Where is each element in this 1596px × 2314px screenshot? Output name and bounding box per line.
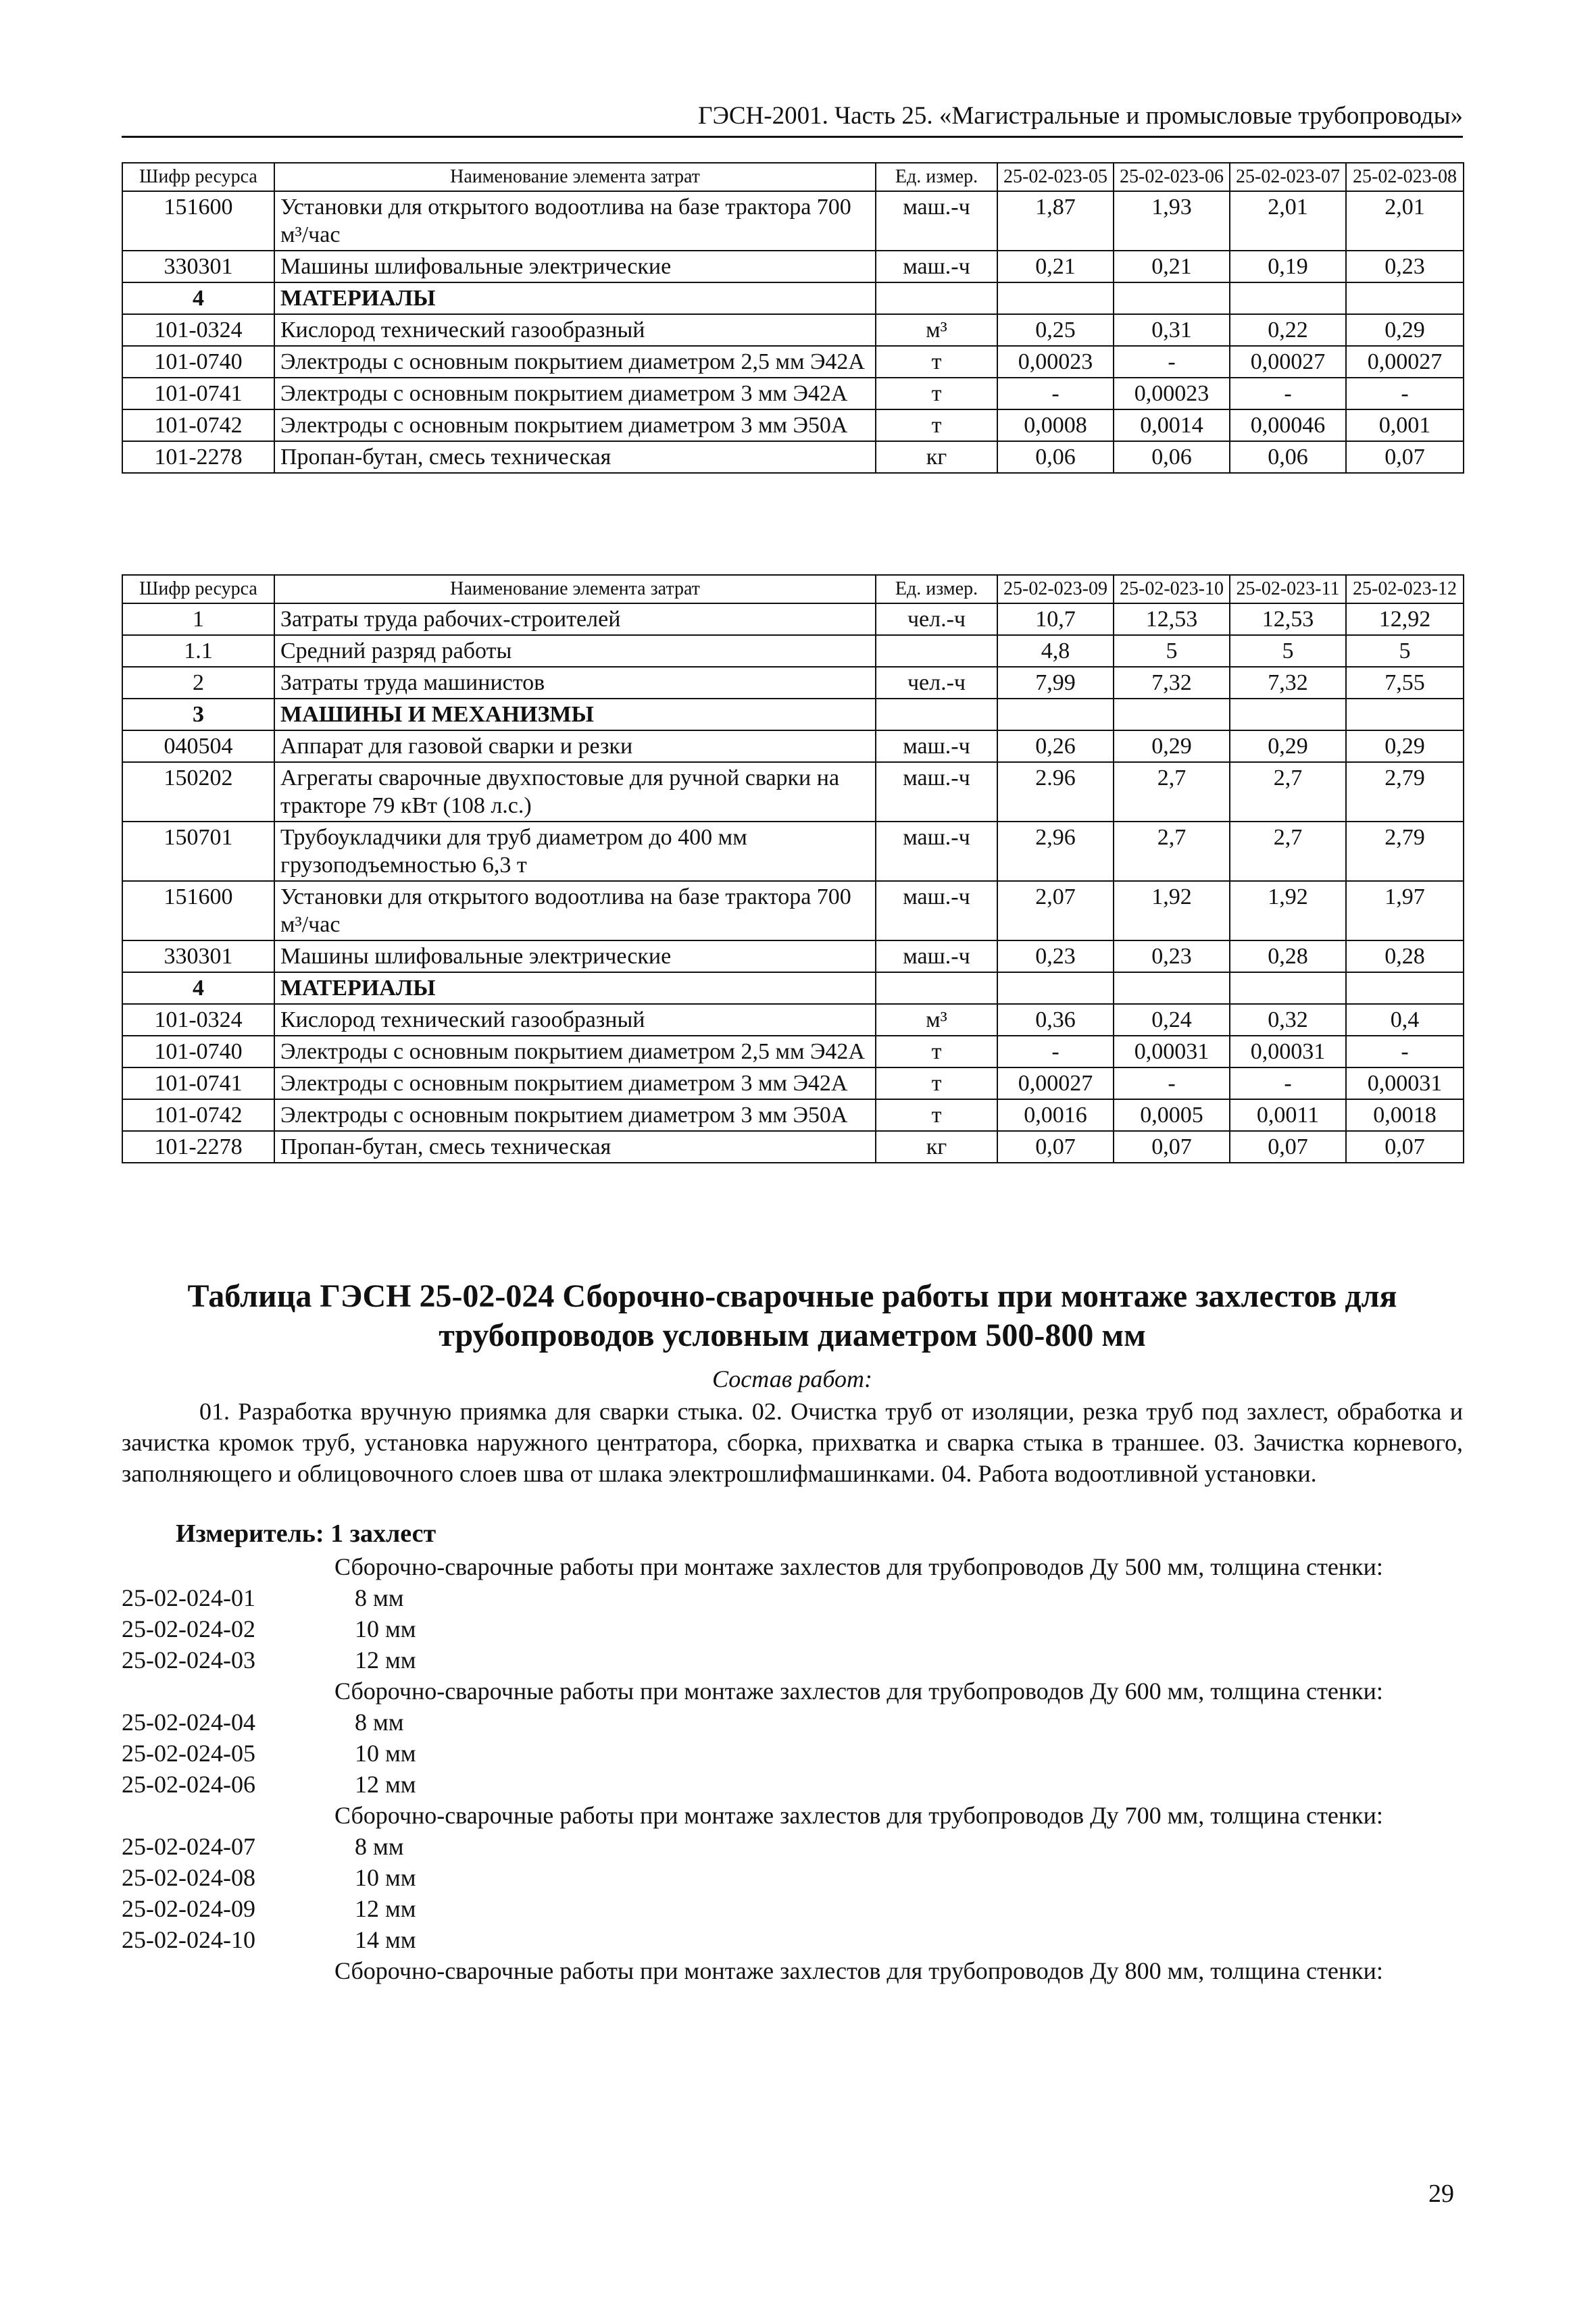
cell-name: Электроды с основным покрытием диаметром 3 мм Э50А xyxy=(274,409,876,441)
table-row xyxy=(122,1004,1464,1036)
cell-value: 7,32 xyxy=(1230,667,1346,699)
header-name: Наименование элемента затрат xyxy=(274,575,876,603)
page-number: 29 xyxy=(1428,2180,1454,2208)
cell-value: 0,00031 xyxy=(1114,1036,1230,1067)
cell-value: - xyxy=(1230,1067,1346,1099)
cell-value: - xyxy=(1346,1036,1464,1067)
cell-value: 0,32 xyxy=(1230,1004,1346,1036)
cell-value: 0,00031 xyxy=(1346,1067,1464,1099)
cell-name: Кислород технический газообразный xyxy=(274,1004,876,1036)
cell-unit: маш.-ч xyxy=(876,940,997,972)
cell-name: Установки для открытого водоотлива на базе трактора 700 м³/час xyxy=(274,881,876,940)
cell-value: 0,001 xyxy=(1346,409,1464,441)
norm-item xyxy=(122,1707,1463,1738)
norm-code: 25-02-024-07 xyxy=(122,1833,255,1860)
norm-value: 12 мм xyxy=(355,1646,416,1674)
cell-unit: маш.-ч xyxy=(876,251,997,282)
cell-value xyxy=(1346,282,1464,314)
cell-name: Пропан-бутан, смесь техническая xyxy=(274,441,876,473)
group-description: Сборочно-сварочные работы при монтаже захлестов для трубопроводов Ду 700 мм, толщина стенки: xyxy=(334,1802,1383,1829)
norm-code: 25-02-024-09 xyxy=(122,1895,255,1922)
cell-value: 12,53 xyxy=(1114,603,1230,635)
norm-value: 10 мм xyxy=(355,1864,416,1891)
norm-code: 25-02-024-02 xyxy=(122,1615,255,1642)
table1-body xyxy=(122,191,1464,473)
cell-code: 2 xyxy=(122,667,274,699)
table-row xyxy=(122,667,1464,699)
cell-value: 0,24 xyxy=(1114,1004,1230,1036)
norm-item xyxy=(122,1582,1463,1613)
cell-value: 0,07 xyxy=(1114,1131,1230,1163)
cell-value: 0,29 xyxy=(1346,314,1464,346)
table-row xyxy=(122,972,1464,1004)
cell-unit: т xyxy=(876,409,997,441)
cell-value: 4,8 xyxy=(997,635,1114,667)
cell-value: 0,0018 xyxy=(1346,1099,1464,1131)
cell-code: 101-2278 xyxy=(122,1131,274,1163)
cell-name: МАТЕРИАЛЫ xyxy=(274,282,876,314)
cell-value: 7,32 xyxy=(1114,667,1230,699)
cell-unit: кг xyxy=(876,1131,997,1163)
cell-value: 0,00027 xyxy=(1230,346,1346,378)
norm-code: 25-02-024-05 xyxy=(122,1740,255,1767)
cell-name: Средний разряд работы xyxy=(274,635,876,667)
cell-value: 2,96 xyxy=(997,822,1114,881)
table-row xyxy=(122,409,1464,441)
cell-code: 1 xyxy=(122,603,274,635)
cell-value: 7,99 xyxy=(997,667,1114,699)
cell-value: 0,06 xyxy=(997,441,1114,473)
cell-value: 2,7 xyxy=(1230,762,1346,822)
cell-code: 101-0324 xyxy=(122,314,274,346)
cell-value: 0,28 xyxy=(1230,940,1346,972)
cell-value: - xyxy=(1230,378,1346,409)
norm-code: 25-02-024-10 xyxy=(122,1926,255,1953)
cell-value: 0,00023 xyxy=(997,346,1114,378)
cell-value: 0,0014 xyxy=(1114,409,1230,441)
cell-value: 0,23 xyxy=(1346,251,1464,282)
cell-value: - xyxy=(1114,1067,1230,1099)
cell-value: 12,92 xyxy=(1346,603,1464,635)
table-row xyxy=(122,441,1464,473)
cell-unit: маш.-ч xyxy=(876,881,997,940)
norm-value: 8 мм xyxy=(355,1833,404,1860)
cell-value: 5 xyxy=(1114,635,1230,667)
cell-name: Электроды с основным покрытием диаметром 3 мм Э42А xyxy=(274,1067,876,1099)
table-row xyxy=(122,635,1464,667)
header-col: 25-02-023-05 xyxy=(997,163,1114,191)
cell-value: 5 xyxy=(1230,635,1346,667)
cell-value: 2,01 xyxy=(1346,191,1464,251)
cell-value: 2,01 xyxy=(1230,191,1346,251)
cell-unit: т xyxy=(876,346,997,378)
header-unit: Ед. измер. xyxy=(876,163,997,191)
cell-name: МАТЕРИАЛЫ xyxy=(274,972,876,1004)
cell-value xyxy=(997,699,1114,730)
cell-unit xyxy=(876,699,997,730)
table-row xyxy=(122,378,1464,409)
cell-value: 0,00023 xyxy=(1114,378,1230,409)
norm-item xyxy=(122,1924,1463,1955)
cell-value xyxy=(1346,699,1464,730)
cell-value: 0,19 xyxy=(1230,251,1346,282)
table-row xyxy=(122,314,1464,346)
cell-value: 0,31 xyxy=(1114,314,1230,346)
norm-code: 25-02-024-03 xyxy=(122,1646,255,1674)
cell-code: 151600 xyxy=(122,881,274,940)
cell-value: - xyxy=(997,1036,1114,1067)
cell-unit: т xyxy=(876,1067,997,1099)
table-row xyxy=(122,881,1464,940)
table-row xyxy=(122,1036,1464,1067)
norm-item xyxy=(122,1831,1463,1862)
norm-value: 10 мм xyxy=(355,1740,416,1767)
norm-code: 25-02-024-08 xyxy=(122,1864,255,1891)
norm-value: 14 мм xyxy=(355,1926,416,1953)
cell-value xyxy=(1230,282,1346,314)
header-col: 25-02-023-08 xyxy=(1346,163,1464,191)
cell-value xyxy=(997,282,1114,314)
cell-name: Затраты труда машинистов xyxy=(274,667,876,699)
cell-value: 7,55 xyxy=(1346,667,1464,699)
table-row xyxy=(122,730,1464,762)
cell-value: 0,0011 xyxy=(1230,1099,1346,1131)
table-row xyxy=(122,191,1464,251)
table-row xyxy=(122,762,1464,822)
cell-unit: маш.-ч xyxy=(876,191,997,251)
header-name: Наименование элемента затрат xyxy=(274,163,876,191)
cell-value: 2,79 xyxy=(1346,762,1464,822)
group-description: Сборочно-сварочные работы при монтаже захлестов для трубопроводов Ду 500 мм, толщина стенки: xyxy=(334,1553,1383,1580)
cell-value: 0,21 xyxy=(1114,251,1230,282)
cell-value: 0,0008 xyxy=(997,409,1114,441)
section-title: Таблица ГЭСН 25-02-024 Сборочно-сварочные работы при монтаже захлестов для трубопроводов условным диаметром 500-800 мм xyxy=(187,1278,1397,1353)
resource-table-2 xyxy=(122,574,1464,1163)
cell-code: 1.1 xyxy=(122,635,274,667)
cell-name: Электроды с основным покрытием диаметром 3 мм Э50А xyxy=(274,1099,876,1131)
cell-name: Трубоукладчики для труб диаметром до 400 мм грузоподъемностью 6,3 т xyxy=(274,822,876,881)
cell-value: 1,92 xyxy=(1230,881,1346,940)
cell-value: 0,29 xyxy=(1230,730,1346,762)
cell-value: 0,0005 xyxy=(1114,1099,1230,1131)
table-header-row xyxy=(122,163,1464,191)
cell-value: - xyxy=(997,378,1114,409)
cell-code: 101-0741 xyxy=(122,378,274,409)
cell-value: 12,53 xyxy=(1230,603,1346,635)
cell-value: 0,07 xyxy=(997,1131,1114,1163)
cell-value: 0,36 xyxy=(997,1004,1114,1036)
cell-unit: маш.-ч xyxy=(876,762,997,822)
cell-name: Пропан-бутан, смесь техническая xyxy=(274,1131,876,1163)
cell-value xyxy=(1114,972,1230,1004)
cell-value: 2,7 xyxy=(1230,822,1346,881)
cell-code: 040504 xyxy=(122,730,274,762)
cell-name: Затраты труда рабочих-строителей xyxy=(274,603,876,635)
header-col: 25-02-023-06 xyxy=(1114,163,1230,191)
cell-value: 0,22 xyxy=(1230,314,1346,346)
table-row xyxy=(122,1067,1464,1099)
cell-unit xyxy=(876,972,997,1004)
cell-unit: т xyxy=(876,378,997,409)
header-code: Шифр ресурса xyxy=(122,163,274,191)
cell-code: 4 xyxy=(122,972,274,1004)
cell-code: 101-2278 xyxy=(122,441,274,473)
cell-value: 0,21 xyxy=(997,251,1114,282)
cell-unit: кг xyxy=(876,441,997,473)
table-row xyxy=(122,282,1464,314)
cell-value: 2,79 xyxy=(1346,822,1464,881)
cell-value: 2,7 xyxy=(1114,762,1230,822)
cell-value xyxy=(1230,699,1346,730)
cell-value xyxy=(1114,699,1230,730)
table-row xyxy=(122,1099,1464,1131)
norm-value: 8 мм xyxy=(355,1709,404,1736)
cell-name: Электроды с основным покрытием диаметром 2,5 мм Э42А xyxy=(274,1036,876,1067)
cell-code: 4 xyxy=(122,282,274,314)
header-col: 25-02-023-10 xyxy=(1114,575,1230,603)
composition-body: 01. Разработка вручную приямка для сварки стыка. 02. Очистка труб от изоляции, резка труб под захлест, обработка и зачистка кромок труб, установка наружного центратора, сборка, прихватка и сварка стыка в траншее. 03. Зачистка корневого, заполняющего и облицовочного слоев шва от шлака электрошлифмашинками. 04. Работа водоотливной установки. xyxy=(122,1398,1463,1487)
cell-value: 0,06 xyxy=(1114,441,1230,473)
cell-value xyxy=(1346,972,1464,1004)
norm-code: 25-02-024-01 xyxy=(122,1584,255,1611)
page-header: ГЭСН-2001. Часть 25. «Магистральные и промысловые трубопроводы» xyxy=(122,101,1463,138)
cell-value: 0,06 xyxy=(1230,441,1346,473)
norm-item xyxy=(122,1738,1463,1769)
cell-value: 0,4 xyxy=(1346,1004,1464,1036)
cell-value: 2,7 xyxy=(1114,822,1230,881)
cell-value xyxy=(1230,972,1346,1004)
cell-unit: чел.-ч xyxy=(876,667,997,699)
cell-unit xyxy=(876,635,997,667)
resource-table-1 xyxy=(122,162,1464,474)
norm-value: 10 мм xyxy=(355,1615,416,1642)
group-description: Сборочно-сварочные работы при монтаже захлестов для трубопроводов Ду 800 мм, толщина стенки: xyxy=(334,1957,1383,1984)
cell-code: 330301 xyxy=(122,251,274,282)
cell-value: 1,93 xyxy=(1114,191,1230,251)
header-unit: Ед. измер. xyxy=(876,575,997,603)
cell-code: 150202 xyxy=(122,762,274,822)
header-col: 25-02-023-07 xyxy=(1230,163,1346,191)
cell-value: 10,7 xyxy=(997,603,1114,635)
table-row xyxy=(122,346,1464,378)
cell-name: Установки для открытого водоотлива на базе трактора 700 м³/час xyxy=(274,191,876,251)
cell-value: 0,23 xyxy=(1114,940,1230,972)
header-code: Шифр ресурса xyxy=(122,575,274,603)
cell-code: 101-0741 xyxy=(122,1067,274,1099)
cell-value: 1,87 xyxy=(997,191,1114,251)
cell-name: Кислород технический газообразный xyxy=(274,314,876,346)
composition-label: Состав работ: xyxy=(712,1365,872,1392)
cell-unit: чел.-ч xyxy=(876,603,997,635)
cell-value: 0,00027 xyxy=(997,1067,1114,1099)
composition-text xyxy=(122,1396,1463,1489)
norm-value: 8 мм xyxy=(355,1584,404,1611)
norm-code: 25-02-024-06 xyxy=(122,1771,255,1798)
cell-value: - xyxy=(1114,346,1230,378)
cell-code: 101-0740 xyxy=(122,1036,274,1067)
norm-item xyxy=(122,1769,1463,1800)
norm-groups xyxy=(122,1551,1463,1986)
cell-code: 3 xyxy=(122,699,274,730)
norm-value: 12 мм xyxy=(355,1771,416,1798)
cell-value: 1,92 xyxy=(1114,881,1230,940)
cell-value: 0,07 xyxy=(1346,1131,1464,1163)
cell-value: 0,25 xyxy=(997,314,1114,346)
cell-value: 0,0016 xyxy=(997,1099,1114,1131)
cell-name: Машины шлифовальные электрические xyxy=(274,251,876,282)
cell-code: 101-0324 xyxy=(122,1004,274,1036)
cell-code: 101-0742 xyxy=(122,1099,274,1131)
cell-name: Электроды с основным покрытием диаметром 3 мм Э42А xyxy=(274,378,876,409)
table2-body xyxy=(122,603,1464,1163)
header-col: 25-02-023-11 xyxy=(1230,575,1346,603)
cell-code: 150701 xyxy=(122,822,274,881)
norm-code: 25-02-024-04 xyxy=(122,1709,255,1736)
cell-name: Электроды с основным покрытием диаметром 2,5 мм Э42А xyxy=(274,346,876,378)
cell-value: 0,00031 xyxy=(1230,1036,1346,1067)
cell-value: 0,28 xyxy=(1346,940,1464,972)
cell-name: Аппарат для газовой сварки и резки xyxy=(274,730,876,762)
cell-unit: м³ xyxy=(876,1004,997,1036)
cell-value: 1,97 xyxy=(1346,881,1464,940)
cell-value: 0,00046 xyxy=(1230,409,1346,441)
cell-name: Агрегаты сварочные двухпостовые для ручной сварки на тракторе 79 кВт (108 л.с.) xyxy=(274,762,876,822)
cell-name: МАШИНЫ И МЕХАНИЗМЫ xyxy=(274,699,876,730)
table-row xyxy=(122,940,1464,972)
cell-name: Машины шлифовальные электрические xyxy=(274,940,876,972)
cell-code: 330301 xyxy=(122,940,274,972)
table-header-row xyxy=(122,575,1464,603)
norm-item xyxy=(122,1893,1463,1924)
table-row xyxy=(122,603,1464,635)
table-row xyxy=(122,251,1464,282)
cell-value: 0,07 xyxy=(1346,441,1464,473)
cell-unit: м³ xyxy=(876,314,997,346)
table-row xyxy=(122,1131,1464,1163)
cell-value xyxy=(997,972,1114,1004)
cell-value: 0,07 xyxy=(1230,1131,1346,1163)
group-description: Сборочно-сварочные работы при монтаже захлестов для трубопроводов Ду 600 мм, толщина стенки: xyxy=(334,1678,1383,1705)
cell-value: 0,26 xyxy=(997,730,1114,762)
cell-code: 101-0740 xyxy=(122,346,274,378)
cell-unit: маш.-ч xyxy=(876,730,997,762)
cell-value: 0,29 xyxy=(1346,730,1464,762)
cell-value xyxy=(1114,282,1230,314)
header-col: 25-02-023-09 xyxy=(997,575,1114,603)
cell-unit: т xyxy=(876,1099,997,1131)
cell-value: 0,29 xyxy=(1114,730,1230,762)
cell-code: 151600 xyxy=(122,191,274,251)
cell-value: 0,23 xyxy=(997,940,1114,972)
norm-item xyxy=(122,1613,1463,1644)
cell-value: 5 xyxy=(1346,635,1464,667)
norm-value: 12 мм xyxy=(355,1895,416,1922)
norm-item xyxy=(122,1644,1463,1676)
header-col: 25-02-023-12 xyxy=(1346,575,1464,603)
cell-value: 2.96 xyxy=(997,762,1114,822)
table-row xyxy=(122,699,1464,730)
cell-code: 101-0742 xyxy=(122,409,274,441)
cell-value: 0,00027 xyxy=(1346,346,1464,378)
cell-unit: т xyxy=(876,1036,997,1067)
table-row xyxy=(122,822,1464,881)
meter-label: Измеритель: 1 захлест xyxy=(176,1519,437,1548)
cell-unit xyxy=(876,282,997,314)
cell-value: 2,07 xyxy=(997,881,1114,940)
cell-value: - xyxy=(1346,378,1464,409)
norm-item xyxy=(122,1862,1463,1893)
cell-unit: маш.-ч xyxy=(876,822,997,881)
